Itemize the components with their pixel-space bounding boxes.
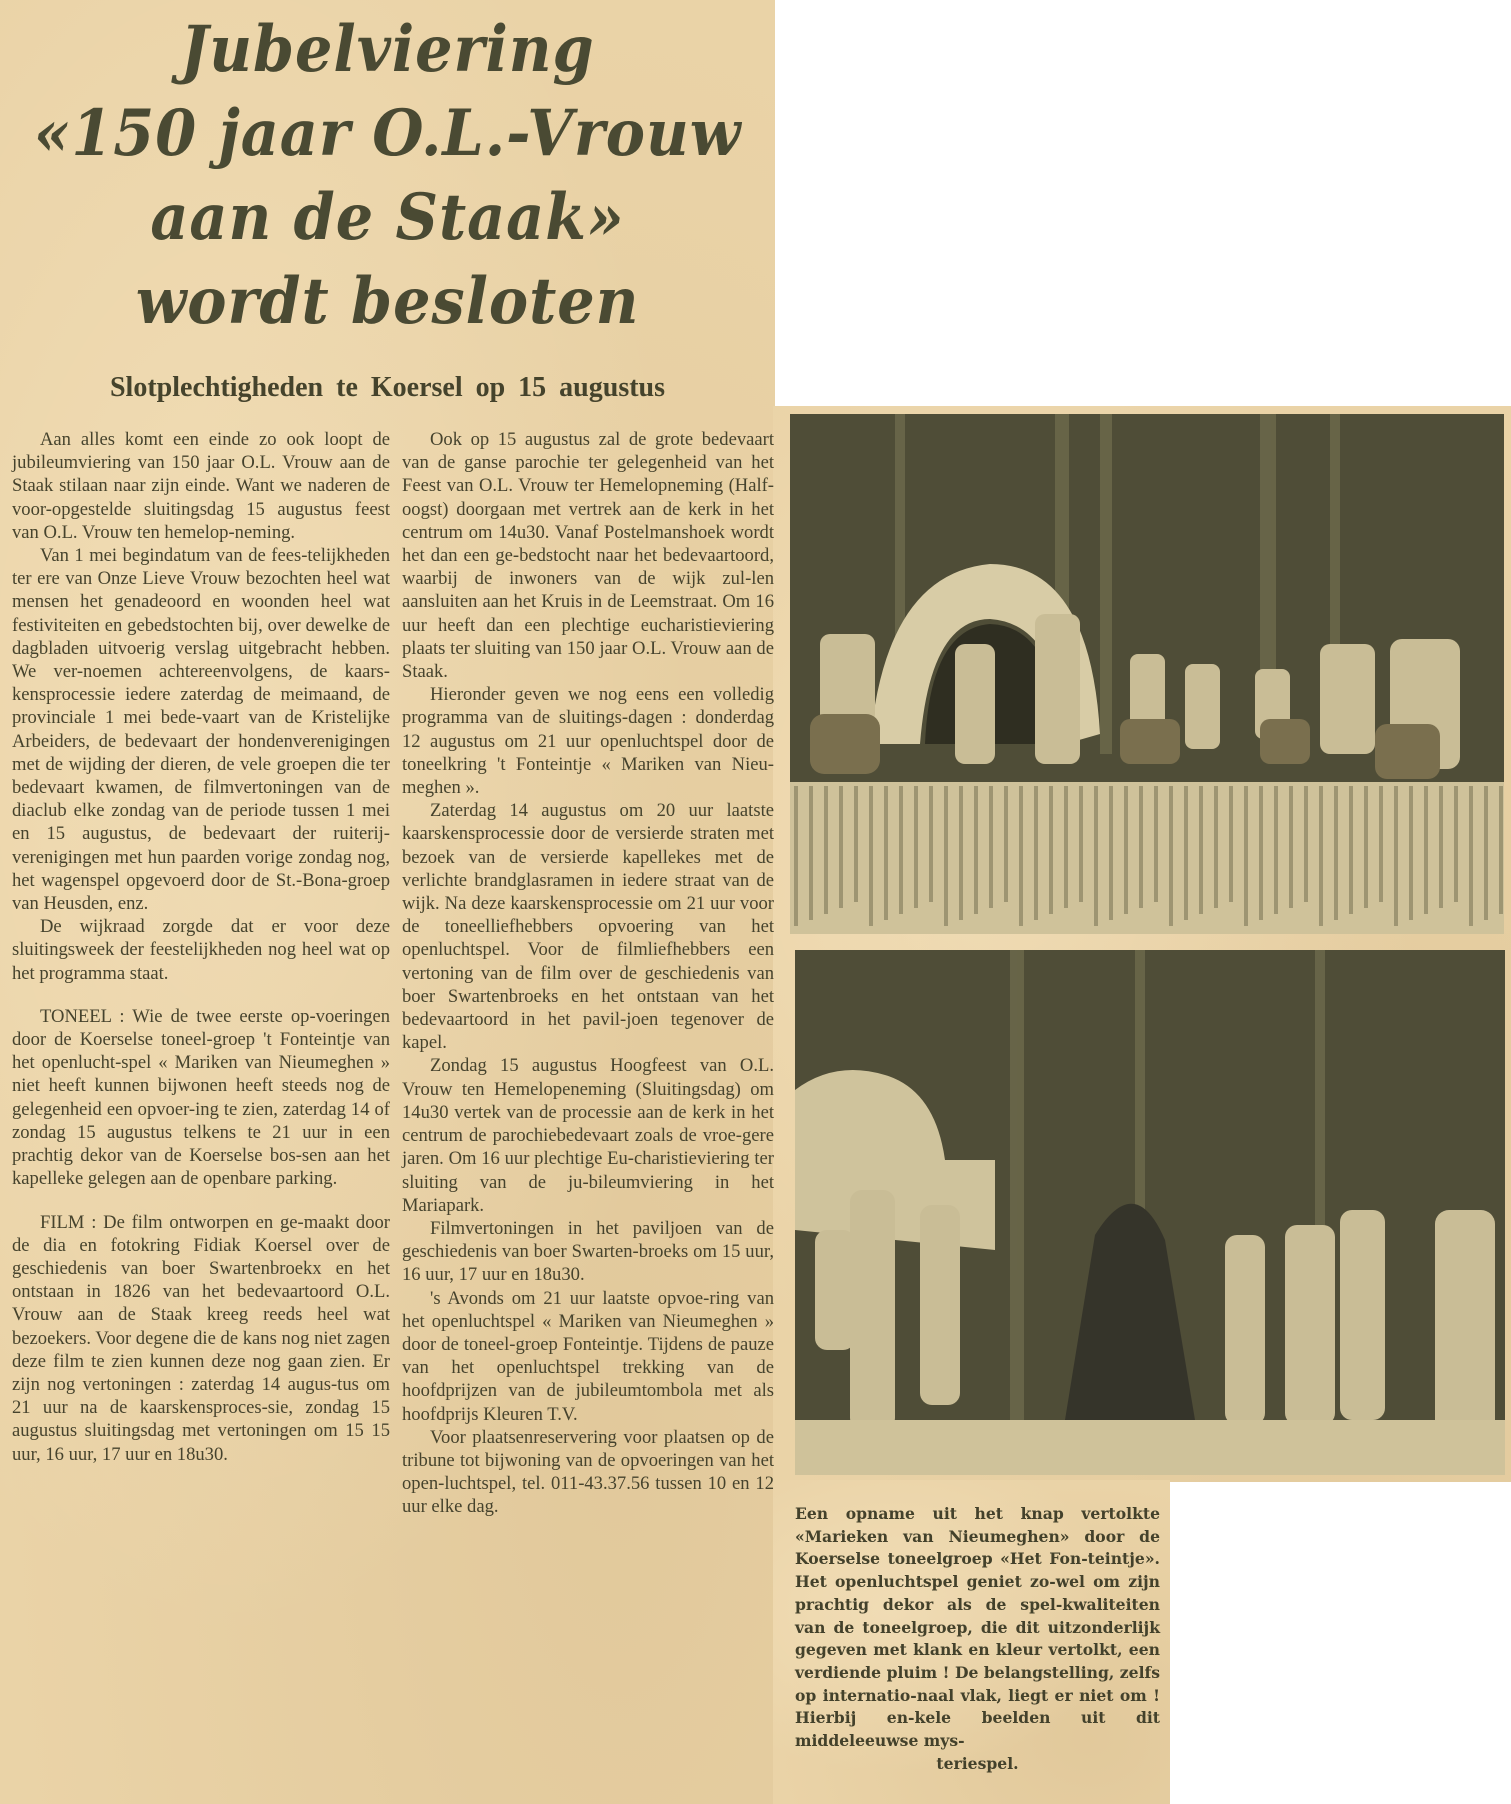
fence-post bbox=[1154, 786, 1158, 902]
headline-line: wordt besloten bbox=[135, 264, 640, 339]
fence-post bbox=[1169, 786, 1173, 926]
paragraph: Voor plaatsenreservering voor plaatsen op de tribune tot bijwoning van de opvoeringen van het open-luchtspel, tel. 011-43.37.56 tussen 10 en 12 uur elke dag. bbox=[402, 1426, 774, 1518]
paragraph: 's Avonds om 21 uur laatste opvoe-ring van het openluchtspel « Mariken van Nieumeghen » door de toneel-groep Fonteintje. Tijdens de pauze van het openluchtspel trekking van de hoofdprijzen van de jubileumtombola met als hoofdprijs Kleuren T.V. bbox=[402, 1287, 774, 1425]
paragraph: De wijkraad zorgde dat er voor deze sluitingsweek der feestelijkheden nog heel wat op het programma staat. bbox=[12, 916, 390, 984]
paragraph-toneel: TONEEL : Wie de twee eerste op-voeringen door de Koerselse toneel-groep 't Fonteintje van het openlucht-spel « Mariken van Nieumeghen » niet heeft kunnen bijwonen heeft steeds nog de gelegenheid een opvoer-ing te zien, zaterdag 14 of zondag 15 augustus telkens te 21 uur in een prachtig dekor van de Koerselse bos-sen aan het kapelleke gelegen aan de openbare parking. bbox=[12, 1005, 390, 1190]
fence-post bbox=[1499, 786, 1503, 914]
stage-photo-1-image bbox=[790, 414, 1504, 934]
caption-last-line: teriespel. bbox=[936, 1753, 1019, 1773]
paragraph: Hieronder geven we nog eens een volledig programma van de sluitings-dagen : donderdag 12 augustus om 21 uur openluchtspel door de toneelkring 't Fonteintje « Mariken van Nieu-meghen ». bbox=[402, 684, 774, 799]
fence-post bbox=[1064, 786, 1068, 908]
fence-post bbox=[974, 786, 978, 914]
photo-caption bbox=[795, 1503, 1160, 1775]
caption-text: Een opname uit het knap vertolkte «Marieken van Nieumeghen» door de Koerselse toneelgroep «Het Fon-teintje». Het openluchtspel geniet zo-wel om zijn prachtig dekor als de spel-kwaliteiten van de toneelgroep, die dit uitzonderlijk gegeven met klank en kleur vertolkt, een verdiende pluim ! De belangstelling, zelfs op internatio-naal vlak, liegt er niet om ! Hierbij en-kele beelden uit dit middeleeuwse mys- bbox=[795, 1504, 1160, 1751]
fence-post bbox=[1049, 786, 1053, 914]
fence-post bbox=[1439, 786, 1443, 908]
fence-post bbox=[1454, 786, 1458, 902]
fence-post bbox=[1304, 786, 1308, 902]
fence-post bbox=[809, 786, 813, 920]
fence-post bbox=[1259, 786, 1263, 920]
fence-post bbox=[1379, 786, 1383, 902]
headline-line: Jubelviering bbox=[180, 12, 595, 87]
fence-post bbox=[794, 786, 798, 926]
article-column-1 bbox=[12, 428, 390, 1466]
fence-post bbox=[1094, 786, 1098, 926]
fence-post bbox=[1319, 786, 1323, 926]
paragraph: Van 1 mei begindatum van de fees-telijkheden ter ere van Onze Lieve Vrouw bezochten heel wat mensen het genadeoord en woonden heel wat festiviteiten en gebedstochten bij, over dewelke de dagbladen uitvoerig verslag uitgebracht hebben. We ver-noemen achtereenvolgens, de kaars-kensprocessie iedere zaterdag de meimaand, de provinciale 1 mei bede-vaart van de Kristelijke Arbeiders, de bedevaart der hondenverenigingen met de wijding der dieren, de vele groepen die ter bedevaart kwamen, de filmvertoningen van de diaclub elke zondag van de periode tussen 1 mei en 15 augustus, de bedevaart der ruiterij-verenigingen met hun paarden vorige zondag nog, het wagenspel opgevoerd door de St.-Bona-groep van Heusden, enz. bbox=[12, 545, 390, 915]
fence-post bbox=[1004, 786, 1008, 902]
fence-post bbox=[1124, 786, 1128, 914]
fence-post bbox=[929, 786, 933, 902]
fence-post bbox=[899, 786, 903, 914]
headline bbox=[0, 8, 775, 344]
paragraph-film: FILM : De film ontworpen en ge-maakt door de dia en fotokring Fidiak Koersel over de geschiedenis van boer Swartenbroekx en het ontstaan in 1826 van het bedevaartoord O.L. Vrouw aan de Staak kreeg reeds heel wat bezoekers. Voor degene die de kans nog niet zagen deze film te zien kunnen deze nog gaan zien. Er zijn nog vertoningen : zaterdag 14 augus-tus om 21 uur na de kaarskensproces-sie, zondag 15 augustus sluitingsdag met vertoningen om 15 15 uur, 16 uur, 17 uur en 18u30. bbox=[12, 1211, 390, 1465]
fence-post bbox=[1109, 786, 1113, 920]
fence-post bbox=[1079, 786, 1083, 902]
fence-post bbox=[1139, 786, 1143, 908]
fence-post bbox=[1289, 786, 1293, 908]
paragraph: Aan alles komt een einde zo ook loopt de jubileumviering van 150 jaar O.L. Vrouw aan de Staak stilaan naar zijn einde. Want we naderen de voor-opgestelde sluitingsdag 15 augustus feest van O.L. Vrouw ten hemelop-neming. bbox=[12, 429, 390, 543]
paragraph: Zondag 15 augustus Hoogfeest van O.L. Vrouw ten Hemelopeneming (Sluitingsdag) om 14u30 vertek van de processie aan de kerk in het centrum de parochiebedevaart zoals de vroe-gere jaren. Om 16 uur plechtige Eu-charistieviering ter sluiting van de ju-bileumviering in het Mariapark. bbox=[402, 1055, 774, 1216]
fence-post bbox=[1424, 786, 1428, 914]
paragraph: Zaterdag 14 augustus om 20 uur laatste kaarskensprocessie door de versierde straten met bezoek van de versierde kapellekes met de verlichte brandglasramen in iedere straat van de wijk. Na deze kaarskensprocessie om 21 uur voor de toneelliefhebbers opvoering van het openluchtspel. Voor de filmliefhebbers een vertoning van de film over de geschiedenis van boer Swartenbroeks en het ontstaan van het bedevaartoord in het pavil-joen tegenover de kapel. bbox=[402, 800, 774, 1054]
fence-post bbox=[1469, 786, 1473, 926]
fence-post bbox=[1364, 786, 1368, 908]
fence-post bbox=[1274, 786, 1278, 914]
fence-post bbox=[869, 786, 873, 926]
fence-post bbox=[914, 786, 918, 908]
fence-post bbox=[1334, 786, 1338, 920]
fence-post bbox=[1214, 786, 1218, 908]
fence-post bbox=[854, 786, 858, 902]
fence-post bbox=[1484, 786, 1488, 920]
fence-post bbox=[1229, 786, 1233, 902]
stage-photo-2 bbox=[795, 950, 1505, 1475]
fence-post bbox=[944, 786, 948, 926]
fence-post bbox=[959, 786, 963, 920]
fence-post bbox=[1244, 786, 1248, 926]
fence-post bbox=[1349, 786, 1353, 914]
fence-post bbox=[839, 786, 843, 908]
fence-post bbox=[824, 786, 828, 914]
fence-post bbox=[1394, 786, 1398, 926]
headline-line: aan de Staak» bbox=[150, 180, 625, 255]
fence-post bbox=[1184, 786, 1188, 920]
fence-post bbox=[1034, 786, 1038, 920]
headline-line: «150 jaar O.L.-Vrouw bbox=[33, 96, 742, 171]
paragraph: Ook op 15 augustus zal de grote bedevaart van de ganse parochie ter gelegenheid van het Feest van O.L. Vrouw ter Hemelopneming (Half-oogst) doorgaan met vertrek aan de kerk in het centrum om 14u30. Vanaf Postelmanshoek wordt het dan een ge-bedstocht naar het bedevaartoord, waarbij de inwoners van de wijk zul-len aansluiten aan het Kruis in de Leemstraat. Om 16 uur heeft dan een plechtige eucharistieviering plaats ter sluiting van 150 jaar O.L. Vrouw aan de Staak. bbox=[402, 429, 774, 683]
fence-post bbox=[1409, 786, 1413, 920]
fence-post bbox=[884, 786, 888, 920]
paragraph: Filmvertoningen in het paviljoen van de geschiedenis van boer Swarten-broeks om 15 uur, 16 uur, 17 uur en 18u30. bbox=[402, 1217, 774, 1286]
subheading: Slotplechtigheden te Koersel op 15 augustus bbox=[109, 372, 666, 403]
fence-post bbox=[1199, 786, 1203, 914]
article-column-2 bbox=[402, 428, 774, 1519]
fence-post bbox=[989, 786, 993, 908]
stage-photo-1 bbox=[790, 414, 1504, 934]
stage-photo-2-image bbox=[795, 950, 1505, 1475]
fence-post bbox=[1019, 786, 1023, 926]
